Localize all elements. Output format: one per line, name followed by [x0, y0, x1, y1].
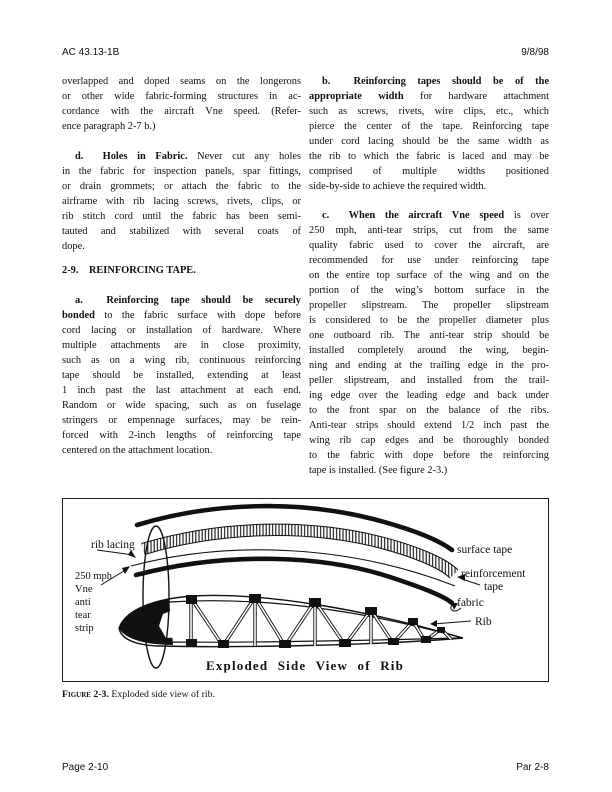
- right-column: [309, 74, 549, 493]
- paragraph-b-tape-width: b. Reinforcing tapes should be of the appropriate width for hardware attachment such as screws, rivets, wire clips, etc., which pierce the center of the tape. Reinforcing tape under cord lacing should be the same width as the rib to which the fabric is laced and may be comprised of multiple widths positioned side-by-side to achieve the required width.: [309, 76, 549, 192]
- label-reinforcement-tape: tape: [484, 581, 504, 593]
- label-reinforcement: reinforcement: [461, 568, 526, 580]
- label-vne: Vne: [75, 584, 93, 595]
- footer-page-number: Page 2-10: [62, 762, 109, 773]
- left-column: [62, 74, 301, 473]
- label-250mph: 250 mph: [75, 571, 113, 582]
- footer-paragraph-ref: Par 2-8: [516, 762, 549, 773]
- label-surface-tape: surface tape: [457, 544, 513, 556]
- label-anti: anti: [75, 597, 91, 608]
- label-fabric: fabric: [457, 597, 484, 609]
- paragraph-d-holes-in-fabric: d. Holes in Fabric. Never cut any holes in the fabric for inspection panels, spar fittings, or drain grommets; or attach the fabric to the airframe with rib lacing screws, rivets, clips, or rib stitch cord until the fabric has been semi- tauted and stabilized with several coats of dope.: [62, 151, 301, 252]
- header-date: 9/8/98: [521, 47, 549, 58]
- paragraph-a-reinforcing-tape: a. Reinforcing tape should be securely bonded to the fabric surface with dope before cord lacing or installation of hardware. Where multiple attachments are in close proximity, such as on a wing rib, continuous reinforcing tape should be installed, extending at least 1 inch past the last attachment at each end. Random or wide spacing, such as on fuselage stringers or empennage surfaces, may be rein- forced with 2-inch lengths of reinforcing tape centered on the attachment location.: [62, 295, 301, 456]
- figure-caption: [62, 689, 215, 700]
- page-footer: [62, 762, 549, 773]
- figure-2-3-drawing: [63, 499, 547, 680]
- figure-caption-label: Figure 2-3.: [62, 689, 109, 700]
- page-header: [62, 47, 549, 58]
- header-doc-number: AC 43.13-1B: [62, 47, 120, 58]
- label-strip: strip: [75, 623, 94, 634]
- label-rib-lacing: rib lacing: [91, 539, 135, 551]
- paragraph-continuation: overlapped and doped seams on the longerons or other wide fabric-forming structures in ac- cordance with the aircraft Vne speed. (Refer- ence paragraph 2-7 b.): [62, 76, 301, 132]
- label-tear: tear: [75, 610, 91, 621]
- figure-2-3-box: [62, 498, 549, 682]
- label-rib: Rib: [475, 616, 492, 628]
- figure-title: Exploded Side View of Rib: [205, 658, 405, 673]
- figure-caption-text: Exploded side view of rib.: [108, 689, 216, 700]
- section-heading-2-9: 2-9. REINFORCING TAPE.: [62, 265, 196, 276]
- paragraph-c-anti-tear: c. When the aircraft Vne speed is over 250 mph, anti-tear strips, cut from the same quality fabric used to cover the aircraft, are recommended for use under reinforcing tape on the entire top surface of the wing and on the portion of the wing’s bottom surface in the propeller slipstream. The propeller slipstream is considered to be the propeller diameter plus one outboard rib. The anti-tear strip should be installed completely around the wing, begin- ning and ending at the trailing edge in the pro- peller slipstream, and installed from the trail- ing edge over the leading edge and back under to the front spar on the balance of the ribs. Anti-tear strips should extend 1/2 inch past the wing rib cap edges and be thoroughly bonded to the fabric with dope before the reinforcing tape is installed. (See figure 2-3.): [309, 210, 549, 476]
